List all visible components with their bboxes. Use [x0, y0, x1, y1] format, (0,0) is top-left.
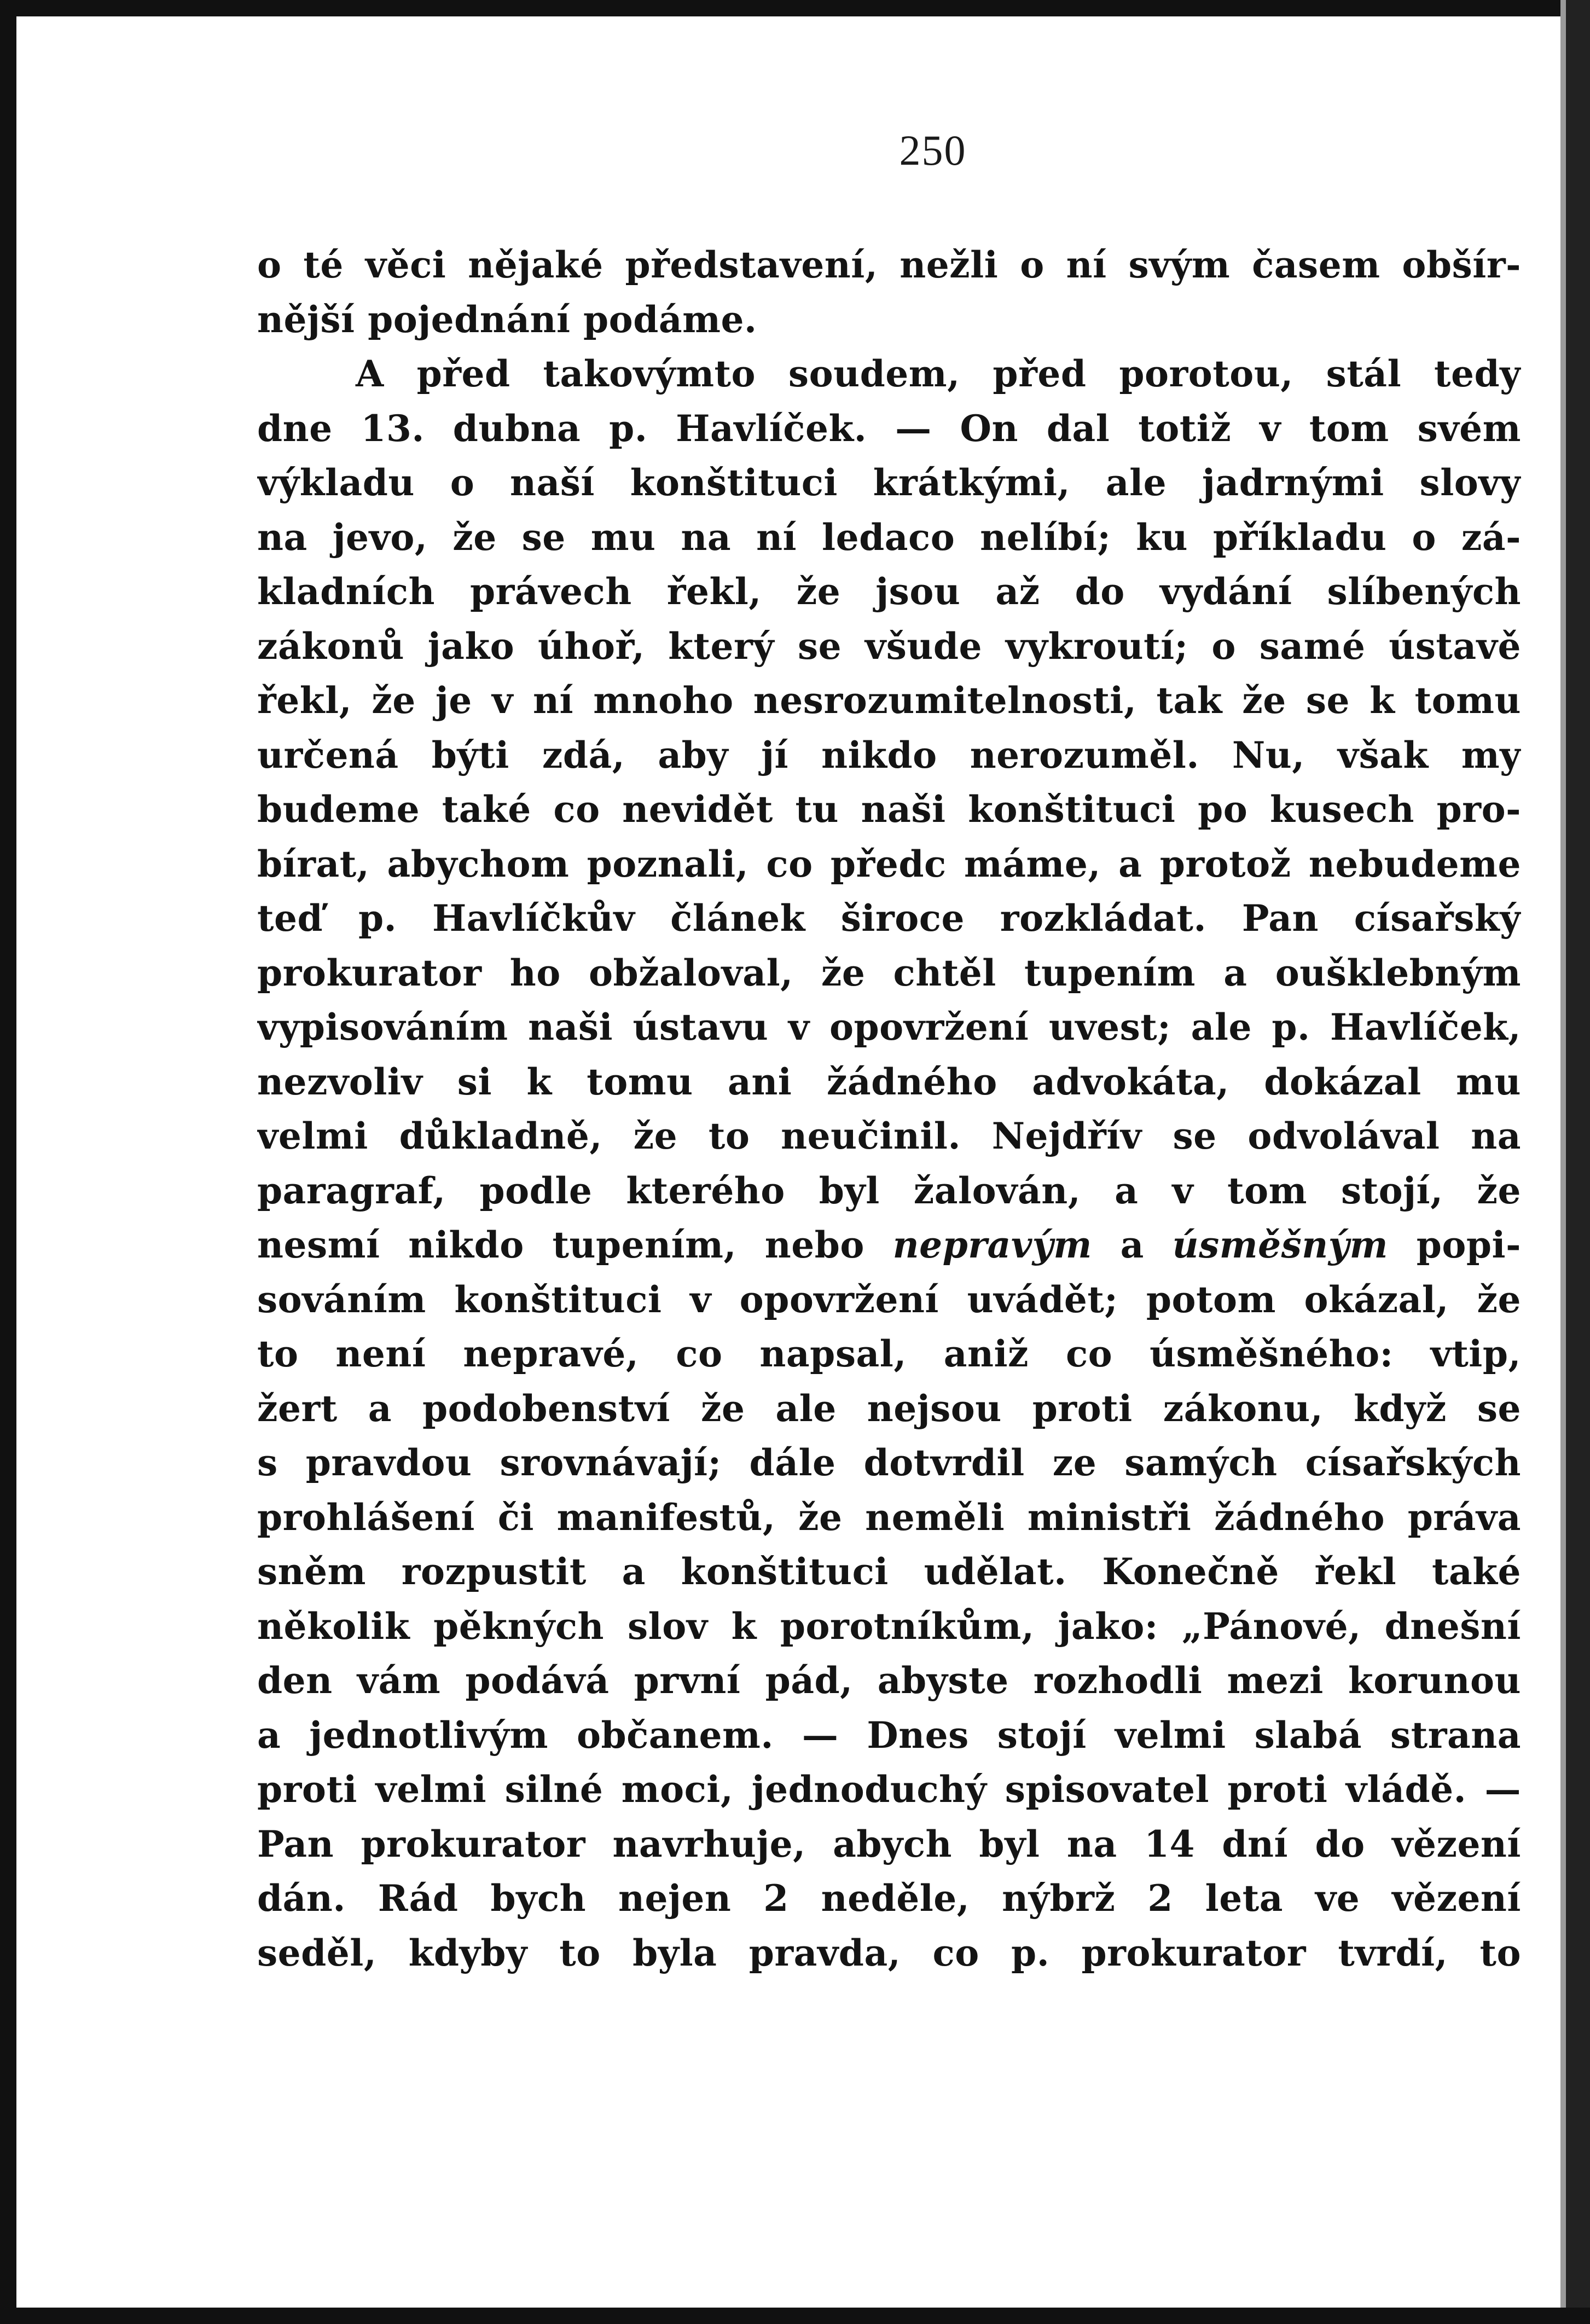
text-line: řekl, že je v ní mnoho nesrozumitelnosti, tak že se k tomu [257, 679, 1521, 722]
text-line: prohlášení či manifestů, že neměli ministři žádného práva [257, 1496, 1521, 1539]
text-line: s pravdou srovnávají; dále dotvrdil ze samých císařských [257, 1441, 1521, 1484]
text-line: a jednotlivým občanem. — Dnes stojí velmi slabá strana [257, 1713, 1521, 1757]
text-line: Pan prokurator navrhuje, abych byl na 14 dní do vězení [257, 1822, 1521, 1865]
text-line: kladních právech řekl, že jsou až do vydání slíbených [257, 570, 1521, 613]
text-line: sováním konštituci v opovržení uvádět; potom okázal, že [257, 1278, 1521, 1321]
text-line: nější pojednání podáme. [257, 298, 757, 341]
text-line: bírat, abychom poznali, co předc máme, a protož nebudeme [257, 842, 1521, 885]
text-line: dán. Rád bych nejen 2 neděle, nýbrž 2 leta ve vězení [257, 1877, 1521, 1920]
text-line: výkladu o naší konštituci krátkými, ale jadrnými slovy [257, 461, 1521, 504]
text-line: prokurator ho obžaloval, že chtěl tupením a oušklebným [257, 951, 1521, 994]
text-line: dne 13. dubna p. Havlíček. — On dal totiž v tom svém [257, 407, 1521, 450]
text-line: žert a podobenství že ale nejsou proti zákonu, když se [257, 1387, 1521, 1430]
text-line: to není nepravé, co napsal, aniž co úsměšného: vtip, [257, 1332, 1521, 1375]
scan-border-bottom [0, 2308, 1590, 2324]
text-line: teď p. Havlíčkův článek široce rozkládat. Pan císařský [257, 897, 1521, 940]
emphasized-word: úsměšným [1172, 1224, 1388, 1266]
text-line: určená býti zdá, aby jí nikdo nerozuměl. Nu, však my [257, 733, 1521, 776]
text-line: proti velmi silné moci, jednoduchý spisovatel proti vládě. — [257, 1768, 1521, 1811]
emphasized-word: nepravým [892, 1224, 1092, 1266]
scan-border-left [0, 0, 16, 2324]
text-segment: popi- [1388, 1224, 1521, 1266]
text-line: budeme také co nevidět tu naši konštituci po kusech pro- [257, 788, 1521, 831]
text-line: den vám podává první pád, abyste rozhodli mezi korunou [257, 1659, 1521, 1702]
text-line: paragraf, podle kterého byl žalován, a v tom stojí, že [257, 1169, 1521, 1212]
text-segment: nesmí nikdo tupením, nebo [257, 1224, 893, 1266]
book-page [257, 126, 1521, 1980]
text-line [257, 1218, 1521, 1273]
text-line: několik pěkných slov k porotníkům, jako: „Pánové, dnešní [257, 1604, 1521, 1648]
text-line: o té věci nějaké představení, nežli o ní svým časem obšír- [257, 244, 1521, 286]
text-line: sněm rozpustit a konštituci udělat. Konečně řekl také [257, 1550, 1521, 1593]
scan-border-right-shadow [1560, 0, 1566, 2324]
body-text [257, 238, 1521, 1980]
text-line: velmi důkladně, že to neučinil. Nejdřív se odvolával na [257, 1115, 1521, 1157]
text-line: A před takovýmto soudem, před porotou, stál tedy [356, 352, 1521, 395]
text-line: seděl, kdyby to byla pravda, co p. prokurator tvrdí, to [257, 1931, 1521, 1974]
text-line: zákonů jako úhoř, který se všude vykroutí; o samé ústavě [257, 624, 1521, 668]
scan-border-right [1566, 0, 1590, 2324]
text-line: nezvoliv si k tomu ani žádného advokáta, dokázal mu [257, 1060, 1521, 1103]
scan-border-top [0, 0, 1590, 16]
text-segment: a [1092, 1224, 1173, 1266]
text-line: vypisováním naši ústavu v opovržení uvest; ale p. Havlíček, [257, 1006, 1521, 1048]
text-line: na jevo, že se mu na ní ledaco nelíbí; ku příkladu o zá- [257, 515, 1521, 559]
page-number: 250 [899, 126, 967, 174]
